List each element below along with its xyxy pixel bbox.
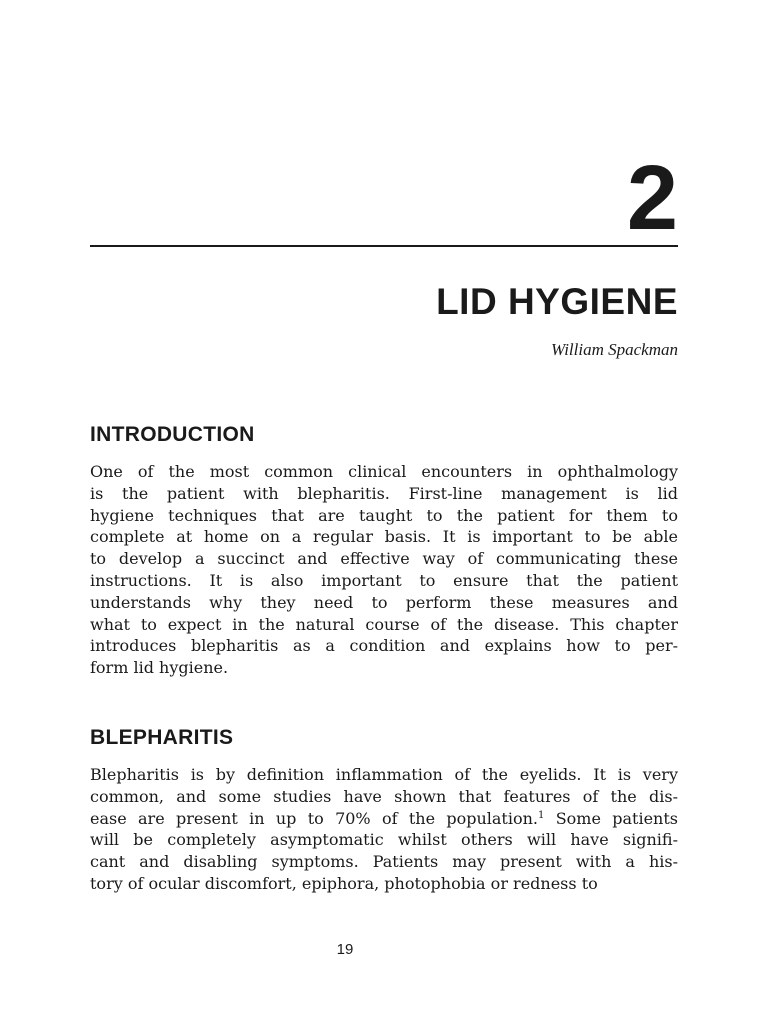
text-line: understands why they need to perform these measures and <box>90 592 678 612</box>
text-line-with-footnote <box>90 808 678 830</box>
chapter-author: William Spackman <box>550 340 678 359</box>
section-heading-blepharitis: BLEPHARITIS <box>90 726 234 749</box>
chapter-title: LID HYGIENE <box>436 281 678 322</box>
text-fragment: Some patients <box>544 808 678 828</box>
text-line: form lid hygiene. <box>90 658 229 678</box>
text-line: is the patient with blepharitis. First-line management is lid <box>90 483 678 503</box>
blepharitis-paragraph <box>90 764 678 895</box>
introduction-paragraph <box>90 461 678 679</box>
text-line: what to expect in the natural course of the disease. This chapter <box>90 614 678 634</box>
text-line: Blepharitis is by definition inflammation of the eyelids. It is very <box>90 765 678 784</box>
text-line: cant and disabling symptoms. Patients may present with a his- <box>90 852 678 872</box>
text-fragment: ease are present in up to 70% of the population. <box>90 808 538 828</box>
text-line: introduces blepharitis as a condition and explains how to per- <box>90 636 678 656</box>
chapter-number: 2 <box>626 147 678 249</box>
text-line: One of the most common clinical encounters in ophthalmology <box>90 462 678 481</box>
footnote-reference: 1 <box>538 809 545 821</box>
chapter-rule <box>90 245 678 247</box>
text-line: common, and some studies have shown that features of the dis- <box>90 786 678 806</box>
text-line: will be completely asymptomatic whilst others will have signifi- <box>90 830 678 850</box>
text-line: tory of ocular discomfort, epiphora, photophobia or redness to <box>90 873 598 893</box>
text-line: to develop a succinct and effective way of communicating these <box>90 549 678 569</box>
page-number: 19 <box>336 941 354 958</box>
text-line: complete at home on a regular basis. It is important to be able <box>90 527 678 547</box>
text-line: hygiene techniques that are taught to the patient for them to <box>90 505 678 525</box>
section-heading-introduction: INTRODUCTION <box>90 423 255 446</box>
text-line: instructions. It is also important to ensure that the patient <box>90 570 678 590</box>
